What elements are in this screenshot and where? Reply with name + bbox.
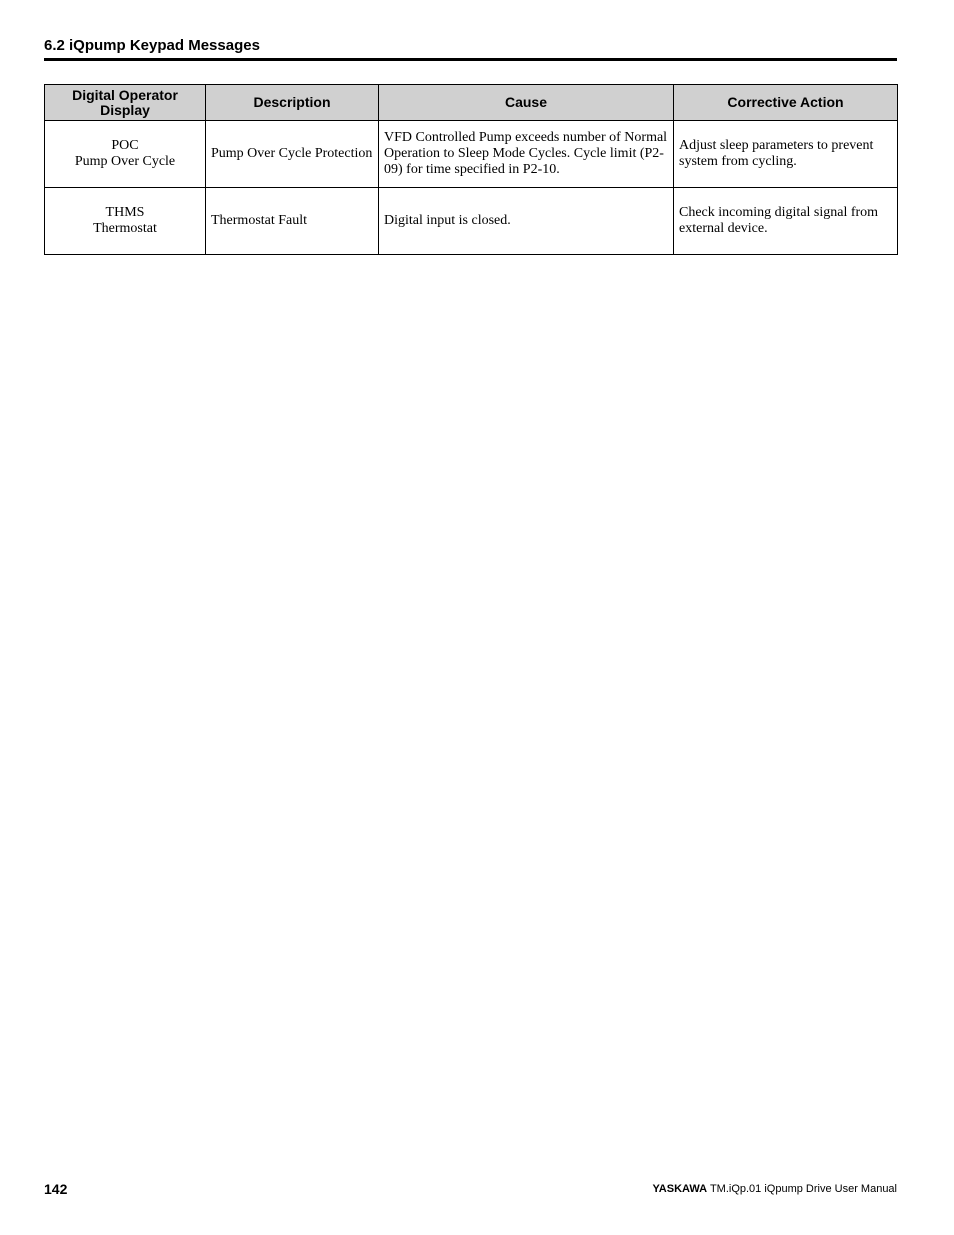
cause-cell: VFD Controlled Pump exceeds number of Normal Operation to Sleep Mode Cycles. Cycle limit (P2-09) for time specified in P2-10. bbox=[379, 121, 674, 188]
keypad-messages-table bbox=[44, 84, 898, 255]
description-cell: Pump Over Cycle Protection bbox=[206, 121, 379, 188]
column-header-cause: Cause bbox=[379, 85, 674, 121]
column-header-description: Description bbox=[206, 85, 379, 121]
display-name: Pump Over Cycle bbox=[74, 154, 176, 169]
column-header-corrective-action: Corrective Action bbox=[674, 85, 898, 121]
display-name: Thermostat bbox=[93, 221, 157, 236]
table-header-row bbox=[45, 85, 898, 121]
header-rule bbox=[44, 58, 897, 61]
footer-manual-title bbox=[652, 1183, 897, 1195]
cause-cell: Digital input is closed. bbox=[379, 188, 674, 255]
table-row bbox=[45, 188, 898, 255]
description-cell: Thermostat Fault bbox=[206, 188, 379, 255]
table-row bbox=[45, 121, 898, 188]
display-cell bbox=[45, 121, 206, 188]
page-number: 142 bbox=[44, 1181, 68, 1197]
footer-brand: YASKAWA bbox=[652, 1183, 708, 1195]
display-cell bbox=[45, 188, 206, 255]
display-code: THMS bbox=[105, 205, 145, 220]
column-header-display: Digital Operator Display bbox=[45, 85, 206, 121]
section-title: 6.2 iQpump Keypad Messages bbox=[44, 37, 260, 54]
footer-manual-name: TM.iQp.01 iQpump Drive User Manual bbox=[709, 1183, 897, 1195]
display-code: POC bbox=[111, 138, 139, 153]
corrective-action-cell: Adjust sleep parameters to prevent system from cycling. bbox=[674, 121, 898, 188]
corrective-action-cell: Check incoming digital signal from external device. bbox=[674, 188, 898, 255]
